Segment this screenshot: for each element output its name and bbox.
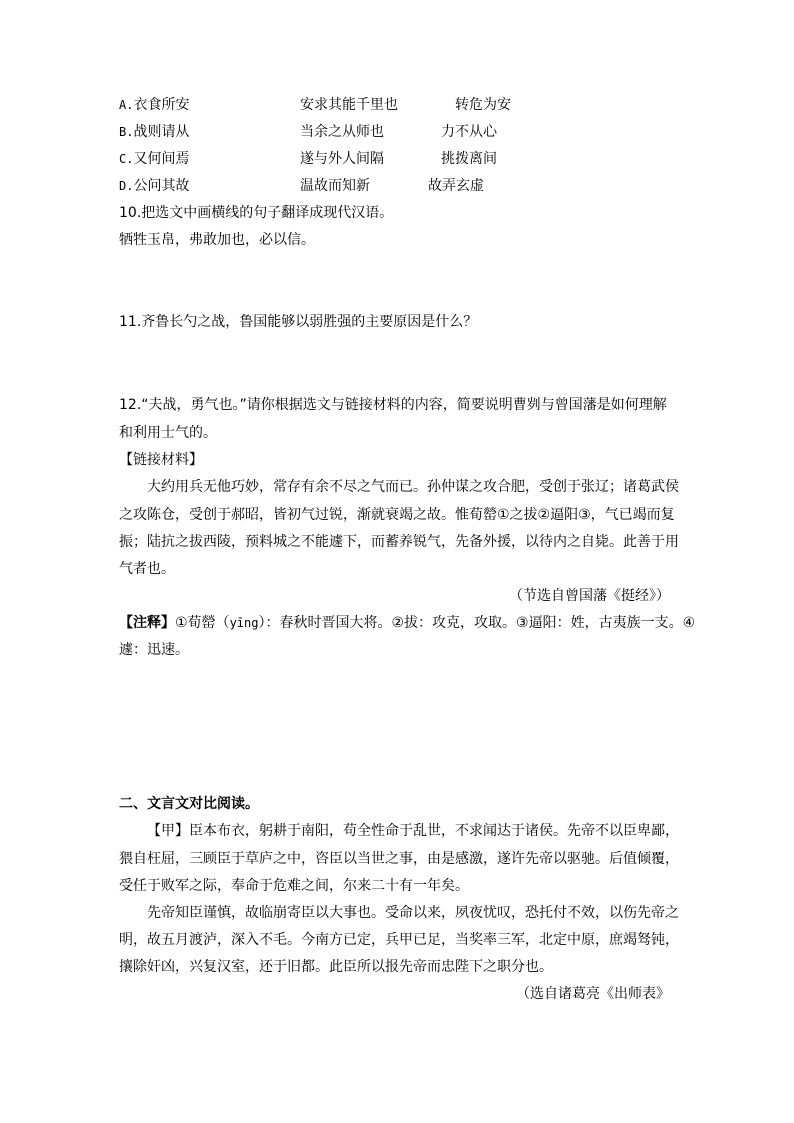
note-text-b: ）：春秋时晋国大将。②拔：攻克，攻取。③逼阳：姓，古夷族一支。④ [258,615,696,631]
link-passage-line4: 气者也。 [119,561,175,577]
option-c-col1 [119,149,189,169]
option-text: 又何间焉 [133,151,190,167]
link-passage-line3: 振；陆抗之拔西陵，预料城之不能遽下，而蓄养锐气，先备外援，以待内之自毙。此善于用 [119,534,679,550]
option-d-col1 [119,176,189,196]
note-line1 [119,613,695,633]
jia-source: （选自诸葛亮《出师表》 [516,986,670,1002]
jia-para2-line2: 明，故五月渡泸，深入不毛。今南方已定，兵甲已足，当奖率三军，北定中原，庶竭驽钝， [119,932,679,948]
q11-prompt: 11.齐鲁长勺之战，鲁国能够以弱胜强的主要原因是什么？ [119,314,478,330]
option-c-col2: 遂与外人间隔 [300,151,384,167]
option-text: 衣食所安 [133,97,190,113]
option-b-col3: 力不从心 [441,124,497,140]
jia-para2-line3: 攘除奸凶，兴复汉室，还于旧都。此臣所以报先帝而忠陛下之职分也。 [119,959,553,975]
option-letter: D. [119,179,134,193]
link-passage-source: （节选自曾国藩《挺经》） [509,588,670,604]
q10-prompt: 10.把选文中画横线的句子翻译成现代汉语。 [119,205,394,221]
option-text: 公问其故 [133,178,190,194]
note-pinyin: yīng [229,616,259,630]
option-a-col3: 转危为安 [455,97,511,113]
jia-para1-line1: 【甲】臣本布衣，躬耕于南阳，苟全性命于乱世，不求闻达于诸侯。先帝不以臣卑鄙， [147,823,679,839]
q12-prompt-line1: 12.“夫战，勇气也。”请你根据选文与链接材料的内容，简要说明曹刿与曾国藩是如何理解 [119,397,667,413]
option-a-col2: 安求其能千里也 [300,97,398,113]
jia-para1-line3: 受任于败军之际，奉命于危难之间，尔来二十有一年矣。 [119,878,469,894]
option-d-col2: 温故而知新 [300,178,370,194]
option-b-col2: 当余之从师也 [300,124,384,140]
option-letter: B. [119,125,134,139]
q10-sentence: 牺牲玉帛，弗敢加也，必以信。 [119,232,315,248]
option-b-col1 [119,122,189,142]
link-material-heading: 【链接材料】 [119,452,203,468]
jia-para1-line2: 猥自枉屈，三顾臣于草庐之中，咨臣以当世之事，由是感激，遂许先帝以驱驰。后值倾覆， [119,851,679,867]
option-c-col3: 挑拨离间 [441,151,497,167]
option-letter: C. [119,152,134,166]
link-passage-line2: 之攻陈仓，受创于郝昭，皆初气过锐，渐就衰竭之故。惟荀罃①之拔②逼阳③，气已竭而复 [119,507,675,523]
section2-heading: 二、文言文对比阅读。 [119,796,259,812]
q12-prompt-line2: 和利用士气的。 [119,425,217,441]
note-text-a: ①荀罃（ [175,615,230,631]
note-line2: 遽：迅速。 [119,642,189,658]
option-d-col3: 故弄玄虚 [428,178,484,194]
link-passage-line1: 大约用兵无他巧妙，常存有余不尽之气而已。孙仲谋之攻合肥，受创于张辽；诸葛武侯 [147,479,679,495]
option-letter: A. [119,98,134,112]
note-label: 【注释】 [119,615,175,631]
jia-para2-line1: 先帝知臣谨慎，故临崩寄臣以大事也。受命以来，夙夜忧叹，恐托付不效，以伤先帝之 [147,905,679,921]
option-a-col1 [119,95,189,115]
option-text: 战则请从 [133,124,190,140]
